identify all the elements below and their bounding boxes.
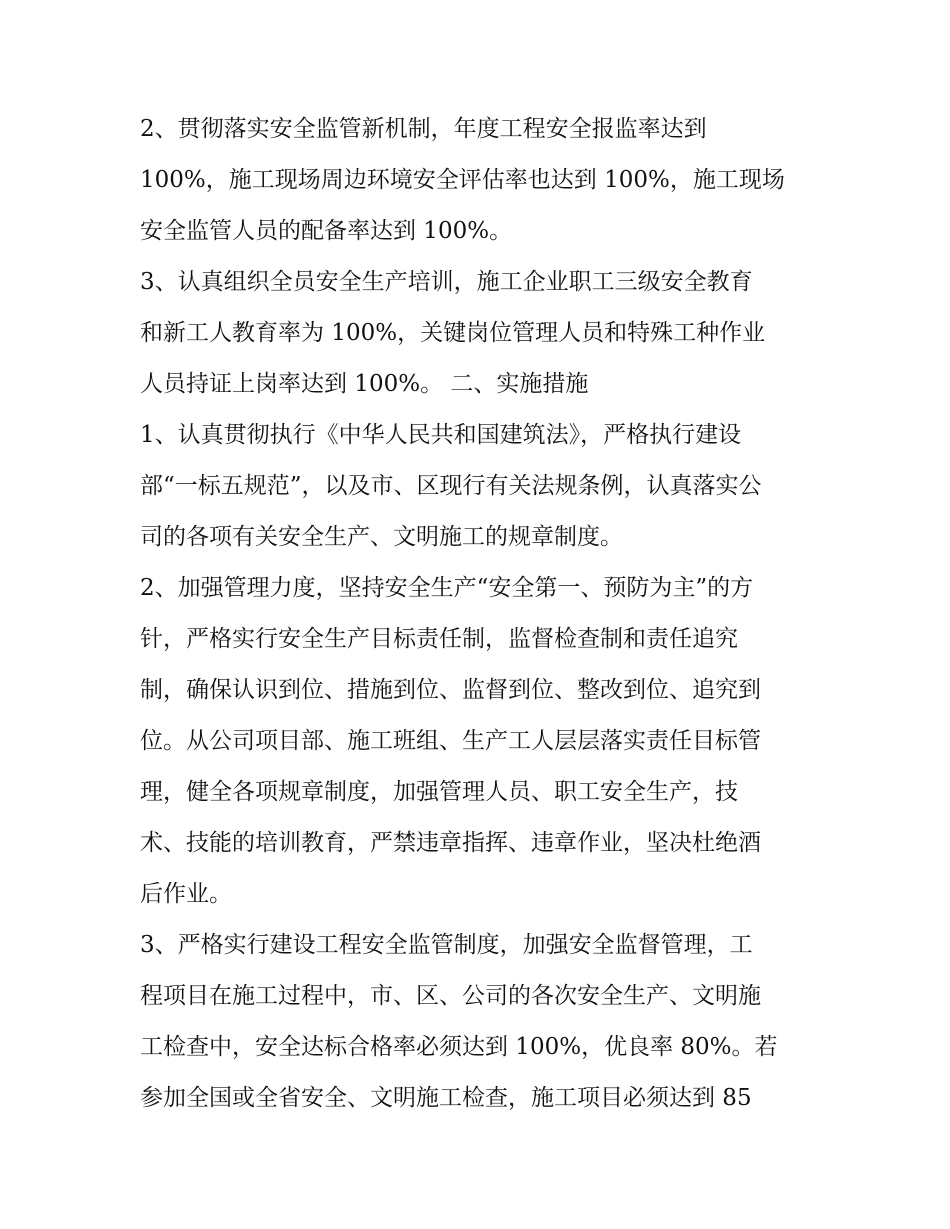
text-line: 3、严格实行建设工程安全监管制度，加强安全监督管理，工 (140, 932, 753, 958)
text-line: 2、贯彻落实安全监管新机制，年度工程安全报监率达到 (140, 116, 707, 142)
text-line: 后作业。 (140, 881, 232, 907)
text-line: 参加全国或全省安全、文明施工检查，施工项目必须达到 85 (140, 1085, 752, 1111)
text-line: 程项目在施工过程中，市、区、公司的各次安全生产、文明施 (140, 983, 761, 1009)
text-line: 人员持证上岗率达到 100%。 二、实施措施 (140, 371, 589, 397)
text-line: 和新工人教育率为 100%，关键岗位管理人员和特殊工种作业 (140, 320, 766, 346)
text-line: 部“一标五规范”，以及市、区现行有关法规条例，认真落实公 (140, 473, 762, 499)
text-line: 2、加强管理力度，坚持安全生产“安全第一、预防为主”的方 (140, 575, 754, 601)
text-line: 位。从公司项目部、施工班组、生产工人层层落实责任目标管 (140, 728, 761, 754)
text-line: 工检查中，安全达标合格率必须达到 100%，优良率 80%。若 (140, 1034, 778, 1060)
text-line: 针，严格实行安全生产目标责任制，监督检查制和责任追究 (140, 626, 738, 652)
text-line: 术、技能的培训教育，严禁违章指挥、违章作业，坚决杜绝酒 (140, 830, 761, 856)
text-line: 100%，施工现场周边环境安全评估率也达到 100%，施工现场 (140, 167, 785, 193)
text-line: 司的各项有关安全生产、文明施工的规章制度。 (140, 524, 623, 550)
text-line: 安全监管人员的配备率达到 100%。 (140, 218, 513, 244)
text-line: 3、认真组织全员安全生产培训，施工企业职工三级安全教育 (140, 269, 753, 295)
text-line: 理，健全各项规章制度，加强管理人员、职工安全生产，技 (140, 779, 738, 805)
text-line: 1、认真贯彻执行《中华人民共和国建筑法》，严格执行建设 (140, 422, 742, 448)
text-line: 制，确保认识到位、措施到位、监督到位、整改到位、追究到 (140, 677, 761, 703)
